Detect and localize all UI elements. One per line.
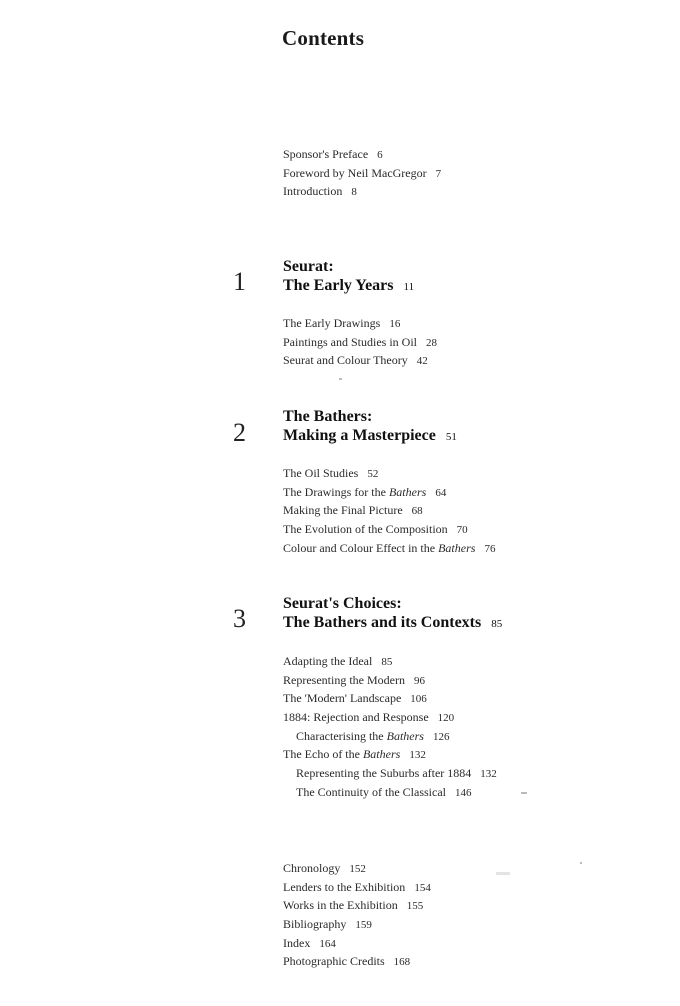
chapter-title-line1: Seurat's Choices: [283, 595, 402, 612]
entry-label: Introduction [283, 184, 343, 199]
toc-entry[interactable] [283, 351, 437, 370]
entry-page: 132 [409, 749, 426, 762]
scan-speck [580, 862, 582, 864]
entry-page: 152 [349, 863, 366, 875]
entry-italic: Bathers [362, 747, 401, 762]
toc-entry[interactable] [283, 745, 497, 764]
entry-label: The 'Modern' Landscape [283, 691, 402, 706]
toc-entry[interactable] [283, 483, 495, 502]
chapter-title[interactable] [283, 407, 457, 447]
entry-page: 8 [351, 186, 357, 199]
entry-page: 42 [416, 355, 428, 368]
entry-page: 155 [406, 900, 424, 913]
chapter-page: 11 [403, 281, 415, 293]
front-matter-list [283, 145, 441, 201]
entry-page: 146 [454, 786, 472, 799]
back-matter-list [283, 859, 431, 971]
entry-label: Adapting the Ideal [283, 654, 373, 668]
toc-entry[interactable] [283, 671, 497, 690]
entry-label: Making the Final Picture [283, 503, 403, 518]
scan-speck [521, 792, 527, 794]
entry-page: 76 [484, 542, 496, 555]
chapter-title-line2: The Bathers and its Contexts [283, 614, 482, 631]
entry-label: Representing the Suburbs after 1884 [296, 766, 472, 781]
chapter-title-line2: The Early Years [283, 277, 394, 294]
entry-italic: Bathers [438, 540, 476, 555]
entry-label: Bibliography [283, 917, 347, 932]
entry-page: 6 [377, 149, 383, 161]
entry-page: 70 [456, 524, 468, 537]
entry-page: 164 [319, 937, 336, 950]
entry-page: 126 [432, 730, 450, 743]
scan-speck [496, 872, 510, 875]
toc-entry[interactable] [283, 333, 437, 352]
entry-label: The Early Drawings [283, 316, 381, 330]
toc-entry[interactable] [283, 182, 441, 201]
entry-page: 16 [389, 318, 401, 330]
entry-page: 7 [435, 167, 442, 180]
toc-entry[interactable] [283, 652, 497, 671]
entry-label: Foreword by Neil MacGregor [283, 165, 427, 180]
entry-page: 106 [410, 693, 427, 706]
entry-page: 64 [435, 486, 447, 499]
chapter-number: 1 [233, 267, 246, 296]
toc-entry[interactable] [283, 501, 495, 520]
toc-entry[interactable] [283, 314, 437, 333]
toc-entry[interactable] [283, 878, 431, 897]
toc-entry[interactable] [283, 520, 495, 539]
chapter-sections [283, 314, 437, 370]
entry-label: The Continuity of the Classical [296, 784, 446, 799]
entry-label: Seurat and Colour Theory [283, 353, 408, 368]
entry-label: Paintings and Studies in Oil [283, 334, 418, 349]
entry-label: Representing the Modern [283, 672, 405, 687]
toc-entry[interactable] [283, 859, 431, 878]
toc-entry[interactable] [283, 952, 431, 971]
chapter-title-line1: Seurat: [283, 258, 334, 275]
entry-page: 96 [413, 674, 425, 687]
page-title: Contents [282, 26, 365, 50]
entry-page: 28 [426, 336, 438, 349]
entry-label: Photographic Credits [283, 954, 385, 969]
entry-label: The Drawings for the [283, 484, 389, 499]
toc-entry[interactable] [283, 145, 441, 164]
toc-subentry[interactable] [283, 764, 497, 783]
toc-entry[interactable] [283, 689, 497, 708]
chapter-number: 3 [233, 604, 246, 633]
entry-label: Index [283, 935, 311, 950]
entry-label: The Evolution of the Composition [283, 522, 448, 537]
chapter-sections [283, 652, 497, 802]
chapter-sections [283, 464, 495, 557]
entry-label: Chronology [283, 861, 341, 875]
entry-italic: Bathers [386, 728, 424, 743]
chapter-title-line1: The Bathers: [283, 408, 373, 425]
toc-entry[interactable] [283, 539, 495, 558]
entry-label: The Oil Studies [283, 466, 359, 480]
entry-page: 52 [367, 468, 379, 480]
entry-label: Lenders to the Exhibition [283, 879, 406, 894]
toc-entry[interactable] [283, 464, 495, 483]
entry-page: 85 [381, 656, 393, 668]
scan-speck [339, 378, 342, 380]
entry-label: 1884: Rejection and Response [283, 710, 429, 725]
entry-page: 159 [355, 919, 372, 932]
entry-page: 132 [480, 768, 497, 781]
entry-page: 120 [437, 712, 455, 725]
entry-label: Characterising the [296, 728, 387, 743]
entry-label: Colour and Colour Effect in the [283, 540, 439, 555]
entry-page: 68 [411, 505, 423, 518]
toc-subentry[interactable] [283, 783, 497, 802]
chapter-page: 85 [491, 618, 503, 630]
toc-subentry[interactable] [283, 727, 497, 746]
toc-entry[interactable] [283, 164, 441, 183]
chapter-page: 51 [445, 431, 457, 443]
toc-entry[interactable] [283, 896, 431, 915]
entry-label: The Echo of the [283, 747, 363, 762]
entry-label: Works in the Exhibition [283, 898, 398, 913]
entry-page: 154 [414, 881, 431, 894]
chapter-title-line2: Making a Masterpiece [283, 427, 436, 444]
entry-label: Sponsor's Preface [283, 147, 369, 161]
toc-entry[interactable] [283, 934, 431, 953]
toc-entry[interactable] [283, 915, 431, 934]
chapter-number: 2 [233, 418, 246, 447]
toc-entry[interactable] [283, 708, 497, 727]
chapter-title[interactable] [283, 594, 502, 634]
chapter-title[interactable] [283, 257, 414, 297]
entry-italic: Bathers [388, 484, 427, 499]
entry-page: 168 [393, 956, 411, 969]
